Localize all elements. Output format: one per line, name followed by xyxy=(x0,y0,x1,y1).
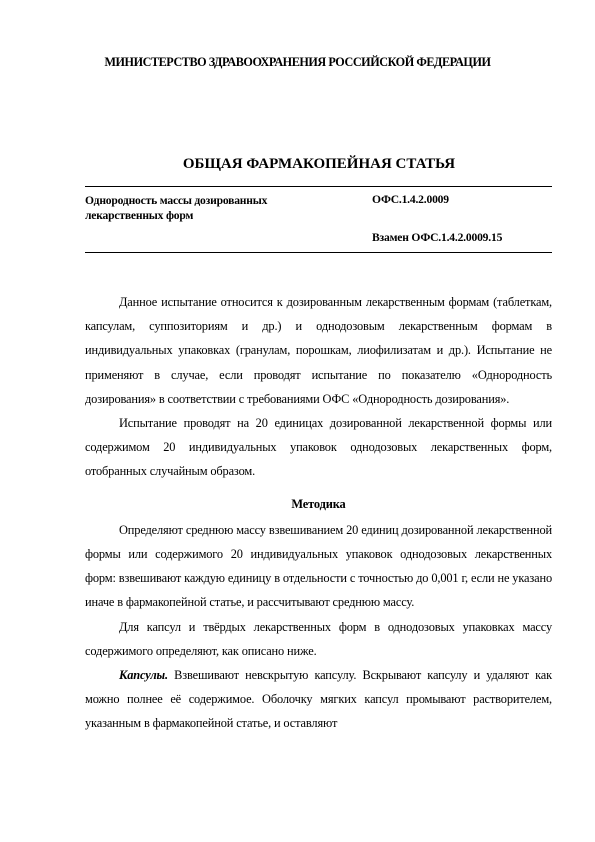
paragraph-capsules xyxy=(85,663,552,736)
article-code: ОФС.1.4.2.0009 xyxy=(372,193,449,206)
section-heading-method: Методика xyxy=(291,496,346,511)
paragraph-capsules-intro: Для капсул и твёрдых лекарственных форм в однодозовых упаковках массу содержимого определяют, как описано ниже. xyxy=(85,619,552,658)
ministry-header: МИНИСТЕРСТВО ЗДРАВООХРАНЕНИЯ РОССИЙСКОЙ ФЕДЕРАЦИИ xyxy=(104,55,491,69)
article-title: Однородность массы дозированных лекарственных форм xyxy=(85,194,268,222)
capsules-text: Взвешивают невскрытую капсулу. Вскрывают капсулу и удаляют как можно полнее её содержимое. Оболочку мягких капсул промывают растворителем, указанным в фармакопейной статье, и оставляют xyxy=(85,668,552,731)
document-body xyxy=(85,290,552,736)
replaces-code: Взамен ОФС.1.4.2.0009.15 xyxy=(372,231,503,244)
capsules-label: Капсулы. xyxy=(119,668,168,683)
header-top-rule xyxy=(85,186,552,187)
paragraph-sample: Испытание проводят на 20 единицах дозированной лекарственной формы или содержимом 20 индивидуальных упаковок однодозовых лекарственных форм, отобранных случайным образом. xyxy=(85,416,552,479)
article-type-title: ОБЩАЯ ФАРМАКОПЕЙНАЯ СТАТЬЯ xyxy=(182,156,456,172)
paragraph-intro: Данное испытание относится к дозированным лекарственным формам (таблеткам, капсулам, суппозиториям и др.) и однодозовым лекарственным формам в индивидуальных упаковках (гранулам, порошкам, лиофилизатам и др.). Испытание не применяют в случае, если проводят испытание по показателю «Однородность дозирования» в соответствии с требованиями ОФС «Однородность дозирования». xyxy=(85,295,552,406)
header-bottom-rule xyxy=(85,252,552,253)
paragraph-method: Определяют среднюю массу взвешиванием 20 единиц дозированной лекарственной формы или содержимого 20 индивидуальных упаковок однодозовых лекарственных форм: взвешивают каждую единицу в отдельности с точностью до 0,001 г, если не указано иначе в фармакопейной статье, и рассчитывают среднюю массу. xyxy=(85,522,552,610)
